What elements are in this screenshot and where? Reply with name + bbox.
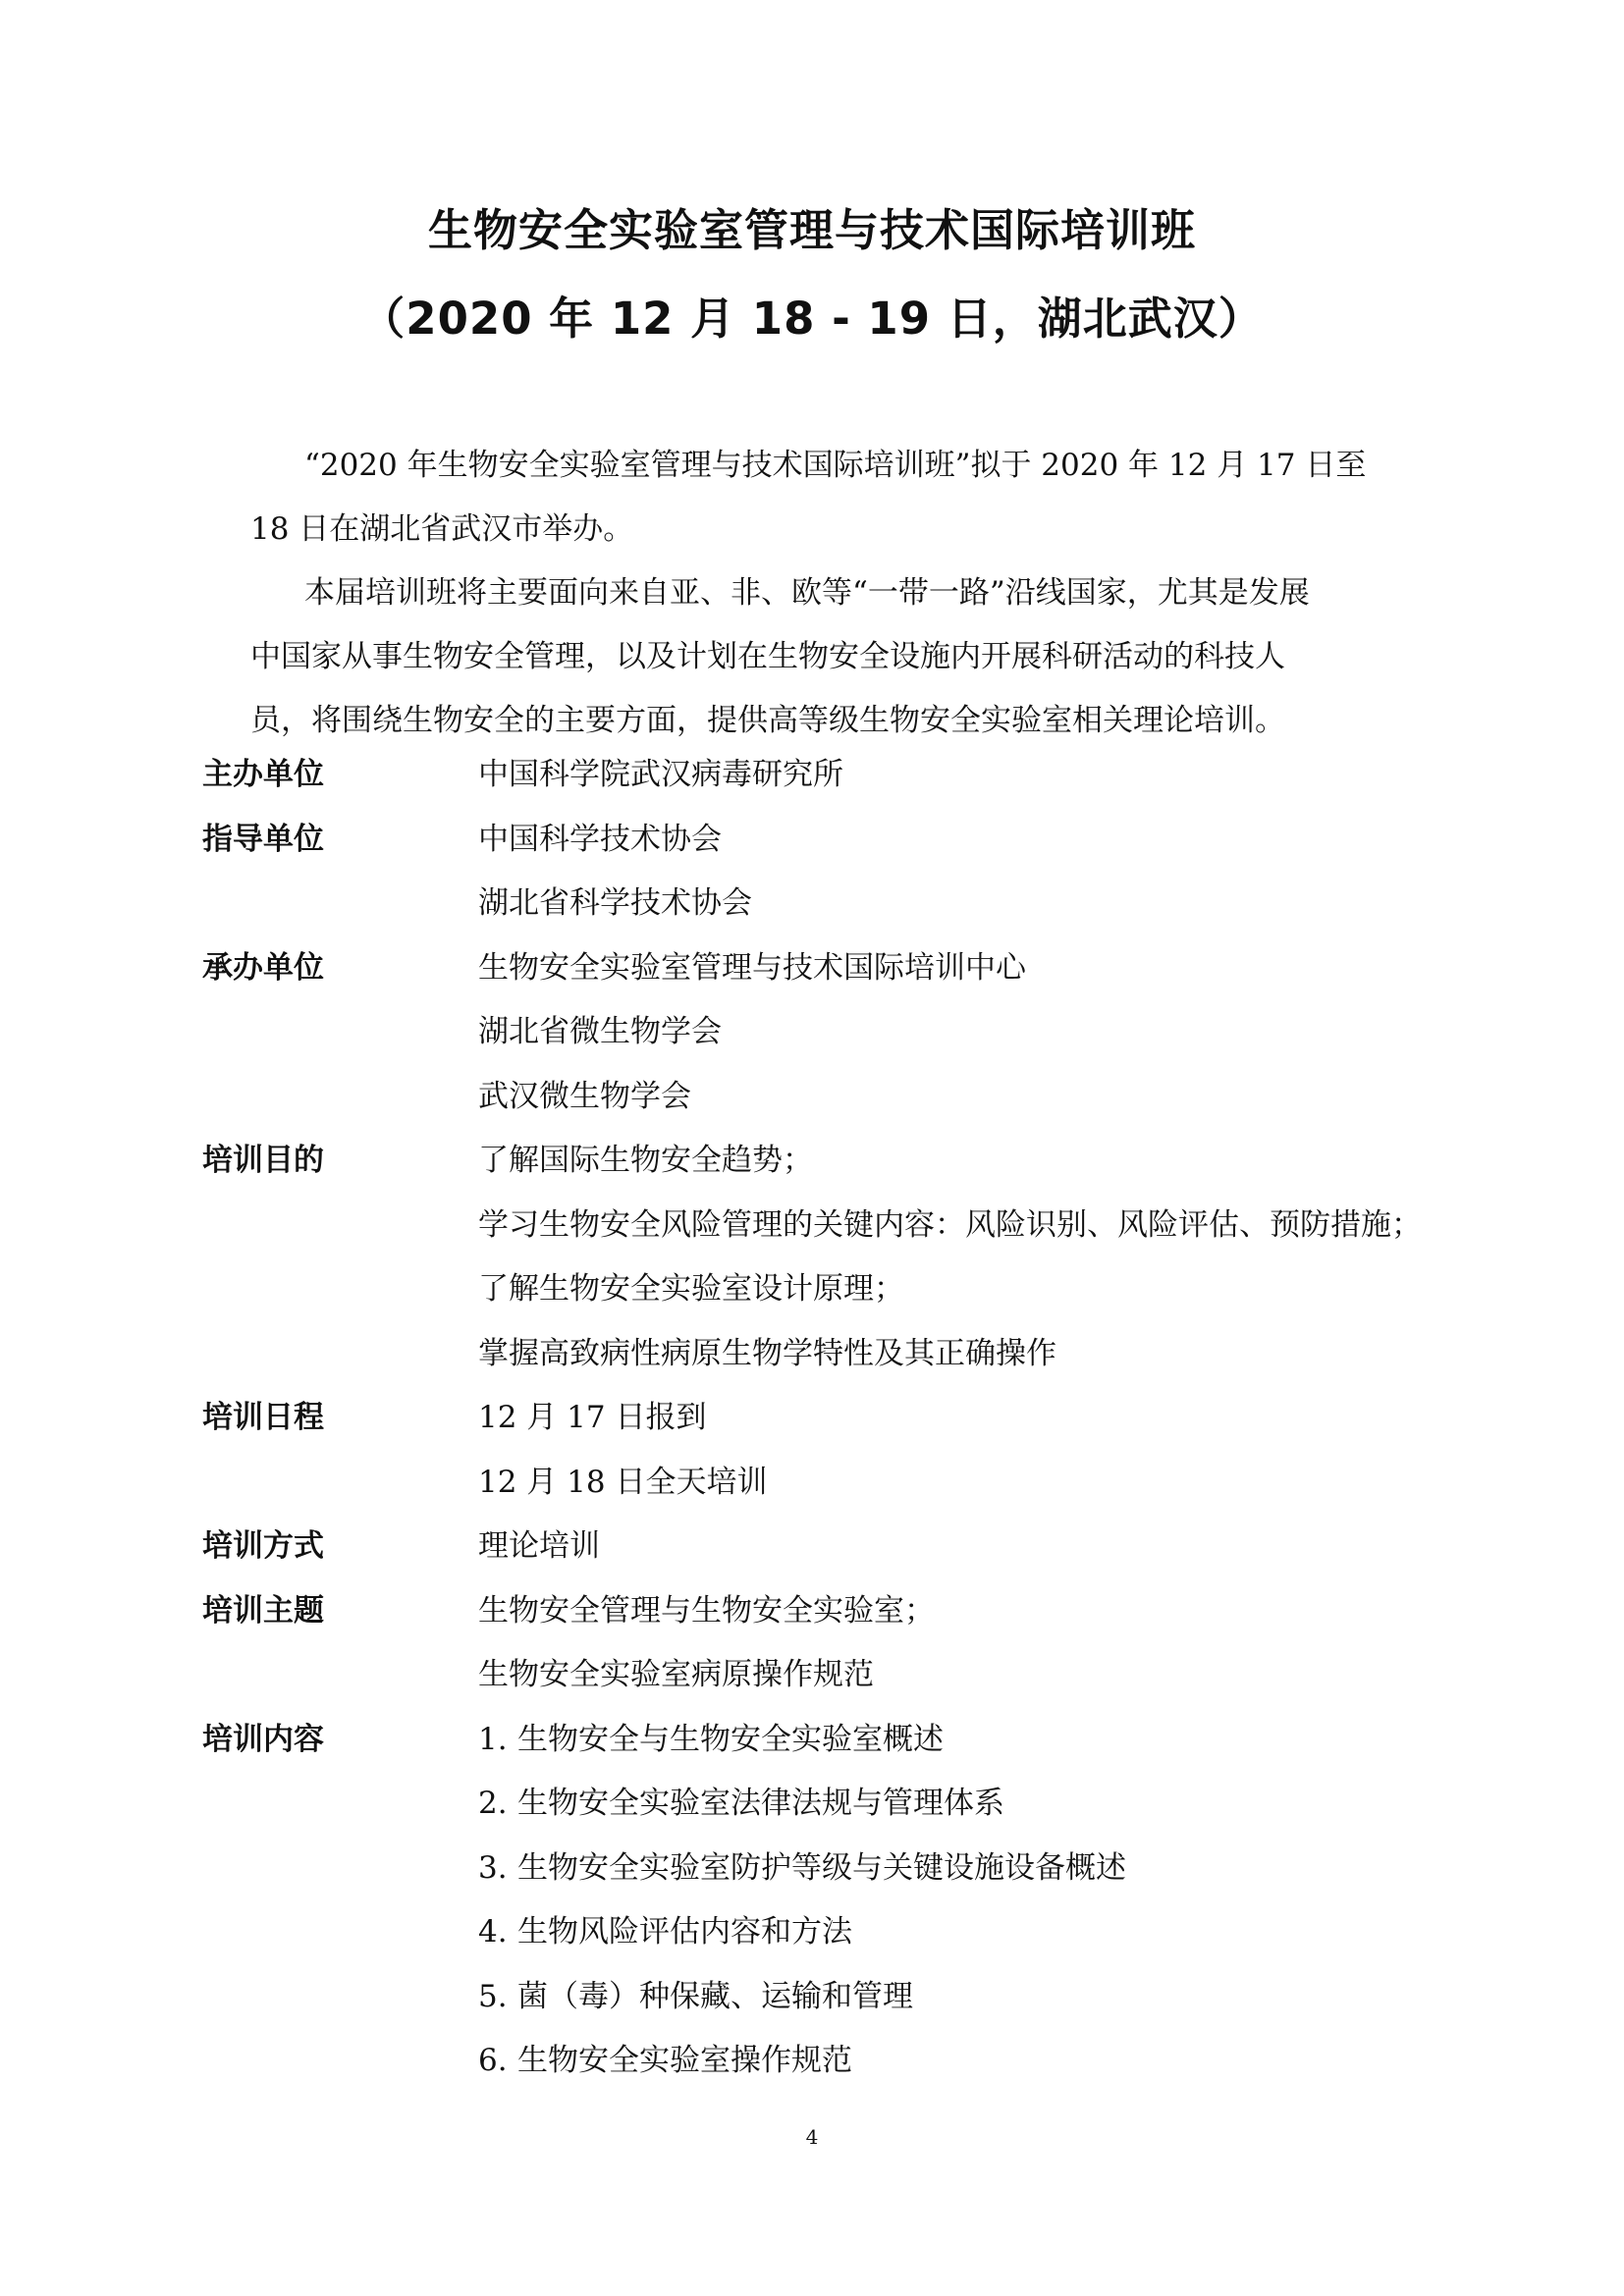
host-label: 主办单位: [202, 757, 324, 792]
method-label: 培训方式: [202, 1528, 324, 1564]
content-item-number: 4.: [478, 1914, 508, 1949]
host-value: 中国科学院武汉病毒研究所: [478, 757, 843, 792]
intro-paragraph-2-line-3: 员，将围绕生物安全的主要方面，提供高等级生物安全实验室相关理论培训。: [250, 703, 1285, 738]
content-item-text: 菌（毒）种保藏、运输和管理: [517, 1979, 913, 2014]
content-item-number: 3.: [478, 1850, 508, 1886]
content-item: [478, 1778, 1004, 1822]
organizer-value-2: 湖北省微生物学会: [478, 1014, 722, 1049]
schedule-value-1: 12 月 17 日报到: [478, 1400, 707, 1435]
content-item-text: 生物安全与生物安全实验室概述: [517, 1722, 944, 1757]
organizer-label: 承办单位: [202, 950, 324, 986]
purpose-value-2: 学习生物安全风险管理的关键内容：风险识别、风险评估、预防措施；: [478, 1207, 1422, 1243]
purpose-value-3: 了解生物安全实验室设计原理；: [478, 1271, 904, 1307]
content-item: [478, 2035, 852, 2079]
schedule-label: 培训日程: [202, 1400, 324, 1435]
intro-paragraph-1-line-1: “2020 年生物安全实验室管理与技术国际培训班”拟于 2020 年 12 月 17 日至: [304, 448, 1367, 483]
content-item-number: 6.: [478, 2043, 508, 2078]
organizer-value-1: 生物安全实验室管理与技术国际培训中心: [478, 950, 1026, 986]
intro-paragraph-2-line-1: 本届培训班将主要面向来自亚、非、欧等“一带一路”沿线国家，尤其是发展: [304, 575, 1310, 611]
content-item-text: 生物安全实验室防护等级与关键设施设备概述: [517, 1850, 1126, 1886]
purpose-value-4: 掌握高致病性病原生物学特性及其正确操作: [478, 1336, 1056, 1371]
guide-value-1: 中国科学技术协会: [478, 822, 722, 857]
content-item: [478, 1971, 913, 2015]
theme-value-1: 生物安全管理与生物安全实验室；: [478, 1593, 935, 1629]
content-item: [478, 1906, 852, 1950]
content-item-text: 生物安全实验室法律法规与管理体系: [517, 1786, 1004, 1821]
page-number: 4: [805, 2125, 819, 2149]
method-value: 理论培训: [478, 1528, 600, 1564]
organizer-value-3: 武汉微生物学会: [478, 1079, 691, 1114]
purpose-value-1: 了解国际生物安全趋势；: [478, 1143, 813, 1178]
guide-value-2: 湖北省科学技术协会: [478, 885, 752, 921]
content-item-text: 生物风险评估内容和方法: [517, 1914, 852, 1949]
content-item: [478, 1714, 944, 1758]
document-title: 生物安全实验室管理与技术国际培训班: [427, 204, 1196, 256]
intro-paragraph-2-line-2: 中国家从事生物安全管理，以及计划在生物安全设施内开展科研活动的科技人: [250, 639, 1285, 674]
document-subtitle: （2020 年 12 月 18 - 19 日，湖北武汉）: [360, 293, 1264, 345]
content-item-text: 生物安全实验室操作规范: [517, 2043, 852, 2078]
theme-label: 培训主题: [202, 1593, 324, 1629]
content-item-number: 2.: [478, 1786, 508, 1821]
content-item-number: 5.: [478, 1979, 508, 2014]
theme-value-2: 生物安全实验室病原操作规范: [478, 1657, 874, 1692]
schedule-value-2: 12 月 18 日全天培训: [478, 1465, 768, 1500]
content-label: 培训内容: [202, 1722, 324, 1757]
purpose-label: 培训目的: [202, 1143, 324, 1178]
guide-label: 指导单位: [202, 822, 324, 857]
intro-paragraph-1-line-2: 18 日在湖北省武汉市举办。: [250, 511, 634, 547]
content-item: [478, 1842, 1126, 1887]
content-item-number: 1.: [478, 1722, 508, 1757]
